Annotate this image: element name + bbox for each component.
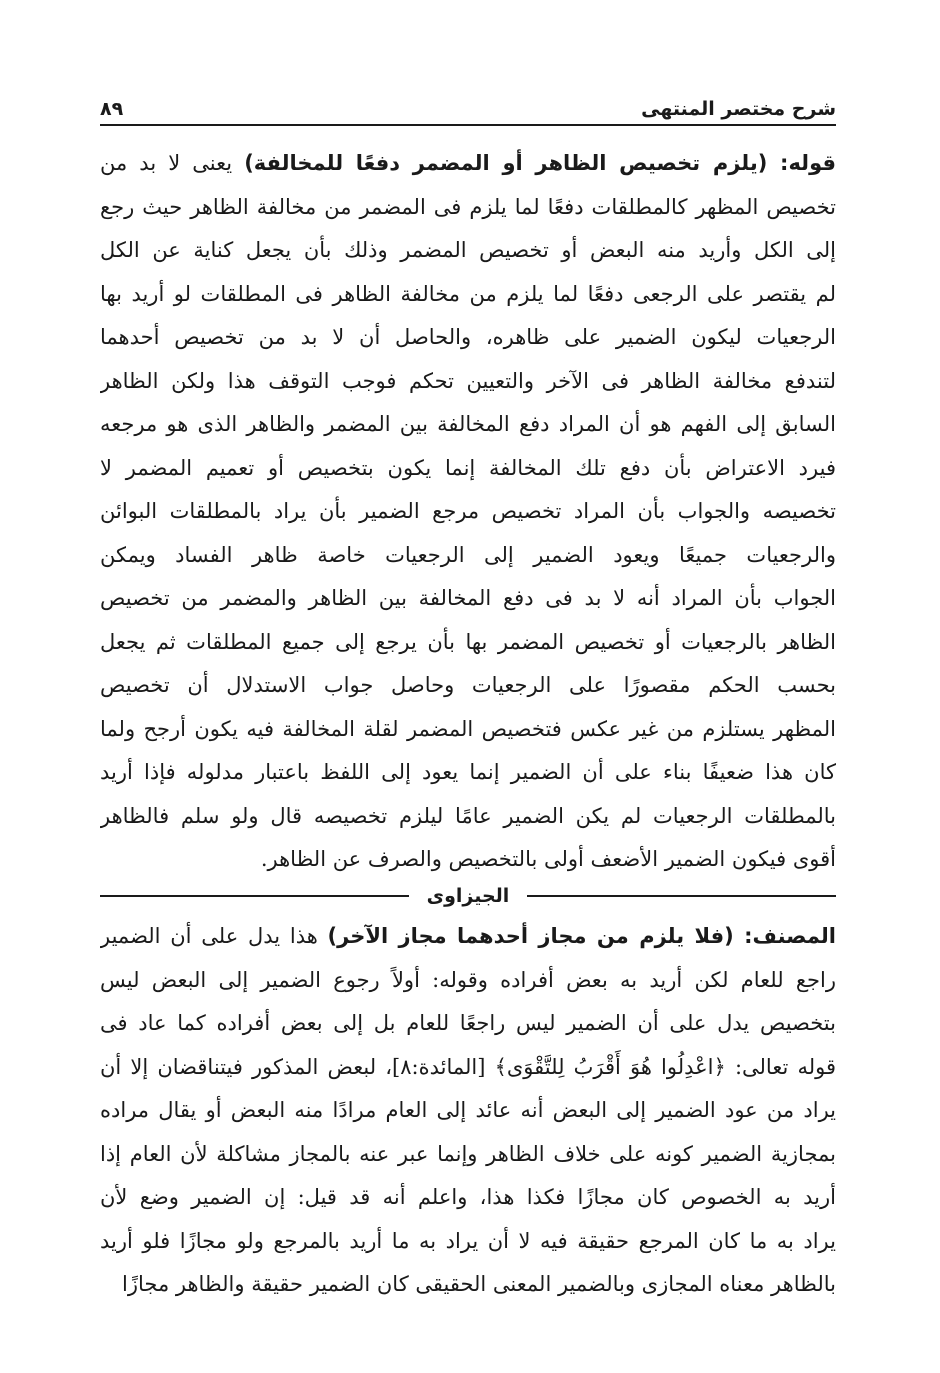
line-text: إلى الكل وأريد منه البعض أو تخصيص المضمر وذلك بأن يجعل كناية عن الكل bbox=[100, 238, 836, 262]
commentary-section-1 bbox=[100, 142, 836, 882]
line-text: لم يقتصر على الرجعى دفعًا لما يلزم من مخالفة الظاهر فى المطلقات لو أريد بها bbox=[100, 281, 836, 306]
divider-rule bbox=[100, 895, 409, 897]
text-line bbox=[100, 1176, 836, 1220]
line-text: بالظاهر معناه المجازى وبالضمير المعنى الحقيقى كان الضمير حقيقة والظاهر مجازًا bbox=[122, 1272, 836, 1296]
line-text: تخصيص المظهر كالمطلقات دفعًا لما يلزم فى المضمر من مخالفة الظاهر حيث رجع bbox=[100, 194, 836, 219]
divider-rule bbox=[527, 895, 836, 897]
line-text: تخصيصه والجواب بأن المراد تخصيص مرجع الضمير بأن يراد بالمطلقات البوائن bbox=[100, 499, 836, 523]
line-text: هذا يدل على أن الضمير bbox=[100, 924, 328, 948]
text-line bbox=[100, 621, 836, 665]
line-text: الظاهر بالرجعيات أو تخصيص المضمر بها بأن يرجع إلى جميع المطلقات ثم يجعل bbox=[100, 629, 836, 654]
text-line bbox=[100, 795, 836, 839]
text-line bbox=[100, 142, 836, 186]
text-line bbox=[100, 708, 836, 752]
text-line bbox=[100, 229, 836, 273]
book-title: شرح مختصر المنتهى bbox=[641, 98, 836, 120]
line-text: راجع للعام لكن أريد به بعض أفراده وقوله: أولاً رجوع الضمير إلى البعض ليس bbox=[100, 967, 836, 992]
text-line bbox=[100, 1263, 836, 1307]
section-divider bbox=[100, 876, 836, 916]
line-text: أريد به الخصوص كان مجازًا فكذا هذا، واعلم أنه قد قيل: إن الضمير وضع لأن bbox=[100, 1185, 836, 1209]
text-line bbox=[100, 751, 836, 795]
quoted-lemma: قوله: (يلزم تخصيص الظاهر أو المضمر دفعًا للمخالفة) bbox=[244, 151, 836, 175]
text-line bbox=[100, 360, 836, 404]
line-text: لتندفع مخالفة الظاهر فى الآخر والتعيين تحكم فوجب التوقف هذا ولكن الظاهر bbox=[100, 368, 836, 393]
text-line bbox=[100, 838, 836, 882]
text-line bbox=[100, 1046, 836, 1090]
text-line bbox=[100, 1133, 836, 1177]
line-text: بحسب الحكم مقصورًا على الرجعيات وحاصل جواب الاستدلال أن تخصيص bbox=[100, 673, 836, 697]
text-line bbox=[100, 534, 836, 578]
page-number: ٨٩ bbox=[100, 98, 124, 120]
text-line bbox=[100, 447, 836, 491]
line-text: قوله تعالى: ﴿اعْدِلُوا هُوَ أَقْرَبُ لِلتَّقْوَى﴾ [المائدة:٨]، لبعض المذكور فيتناقضان إلا أن bbox=[100, 1054, 836, 1079]
line-text: السابق إلى الفهم هو أن المراد دفع المخالفة بين المضمر والظاهر الذى هو مرجعه bbox=[100, 412, 836, 436]
text-line bbox=[100, 490, 836, 534]
line-text: فيرد الاعتراض بأن دفع تلك المخالفة إنما يكون بتخصيص أو تعميم المضمر لا bbox=[100, 455, 836, 480]
text-line bbox=[100, 664, 836, 708]
text-line bbox=[100, 959, 836, 1003]
text-line bbox=[100, 316, 836, 360]
line-text: المظهر يستلزم من غير عكس فتخصيص المضمر لقلة المخالفة فيه يكون أرجح ولما bbox=[100, 716, 836, 741]
line-text: أقوى فيكون الضمير الأضعف أولى بالتخصيص والصرف عن الظاهر. bbox=[260, 847, 836, 871]
text-line bbox=[100, 1002, 836, 1046]
text-line bbox=[100, 1220, 836, 1264]
text-line bbox=[100, 915, 836, 959]
text-line bbox=[100, 186, 836, 230]
commentary-section-2 bbox=[100, 915, 836, 1307]
line-text: يعنى لا بد من bbox=[100, 151, 245, 175]
line-text: يراد من عود الضمير إلى البعض أنه عائد إلى العام مرادًا منه البعض أو يقال مراده bbox=[100, 1098, 836, 1122]
text-line bbox=[100, 1089, 836, 1133]
author-heading: الجيزاوى bbox=[426, 885, 510, 907]
line-text: يراد به ما كان المرجع حقيقة فيه لا أن يراد به ما أريد بالمرجع ولو مجازًا فلو أريد bbox=[100, 1228, 836, 1253]
text-line bbox=[100, 403, 836, 447]
text-line bbox=[100, 273, 836, 317]
line-text: بالمطلقات الرجعيات لم يكن الضمير عامًا ليلزم تخصيصه قال ولو سلم فالظاهر bbox=[100, 803, 836, 828]
text-line bbox=[100, 577, 836, 621]
line-text: كان هذا ضعيفًا بناء على أن الضمير إنما يعود إلى اللفظ باعتبار مدلوله فإذا أريد bbox=[100, 760, 836, 784]
line-text: الجواب بأن المراد أنه لا بد فى دفع المخالفة بين الظاهر والمضمر من تخصيص bbox=[100, 586, 836, 610]
line-text: الرجعيات ليكون الضمير على ظاهره، والحاصل أن لا بد من تخصيص أحدهما bbox=[100, 325, 836, 349]
page-header bbox=[100, 90, 836, 126]
quoted-lemma: المصنف: (فلا يلزم من مجاز أحدهما مجاز الآخر) bbox=[327, 924, 836, 948]
line-text: والرجعيات جميعًا ويعود الضمير إلى الرجعيات خاصة ظاهر الفساد ويمكن bbox=[100, 542, 836, 567]
line-text: بمجازية الضمير كونه على خلاف الظاهر وإنما عبر عنه بالمجاز مشاكلة لأن العام إذا bbox=[100, 1141, 836, 1166]
line-text: بتخصيص يدل على أن الضمير ليس راجعًا للعام بل إلى بعض أفراده كما عاد فى bbox=[100, 1011, 836, 1035]
